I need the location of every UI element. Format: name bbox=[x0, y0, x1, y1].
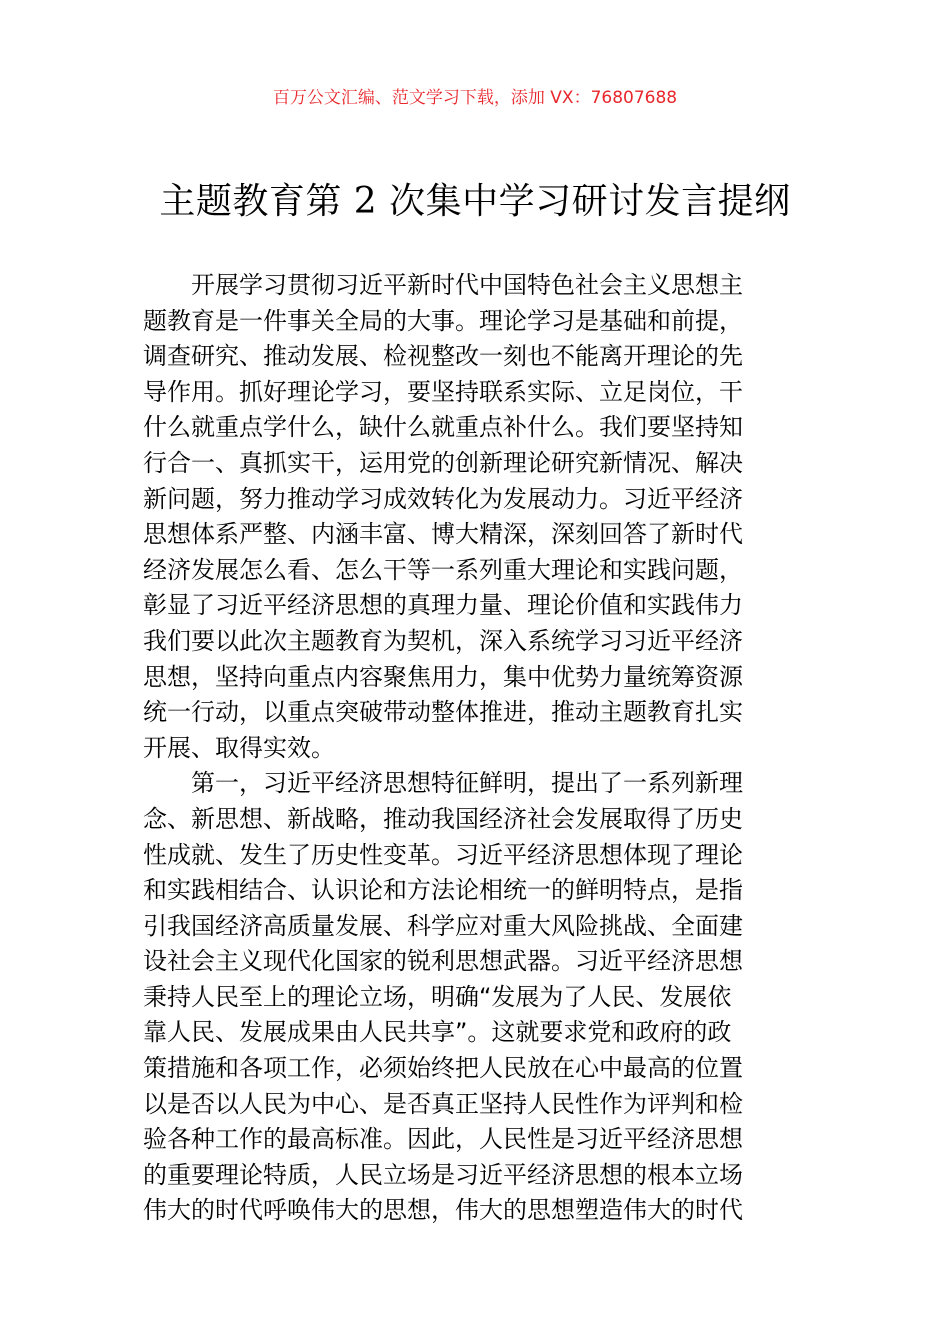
body-line: 开展、取得实效。 bbox=[143, 733, 335, 762]
body-line: 调查研究、推动发展、检视整改一刻也不能离开理论的先 bbox=[143, 342, 743, 371]
body-line: 的重要理论特质，人民立场是习近平经济思想的根本立场 bbox=[143, 1160, 743, 1189]
body-line: 验各种工作的最高标准。因此，人民性是习近平经济思想 bbox=[143, 1125, 743, 1154]
body-line: 导作用。抓好理论学习，要坚持联系实际、立足岗位，干 bbox=[143, 377, 743, 406]
document-body bbox=[143, 268, 807, 1229]
body-line: 第一，习近平经济思想特征鲜明，提出了一系列新理 bbox=[143, 769, 743, 798]
body-line: 引我国经济高质量发展、科学应对重大风险挑战、全面建 bbox=[143, 911, 743, 940]
body-line: 经济发展怎么看、怎么干等一系列重大理论和实践问题， bbox=[143, 555, 743, 584]
body-line: 策措施和各项工作，必须始终把人民放在心中最高的位置 bbox=[143, 1054, 743, 1083]
body-line: 什么就重点学什么，缺什么就重点补什么。我们要坚持知 bbox=[143, 413, 743, 442]
body-line: 我们要以此次主题教育为契机，深入系统学习习近平经济 bbox=[143, 626, 743, 655]
body-line: 开展学习贯彻习近平新时代中国特色社会主义思想主 bbox=[143, 271, 743, 299]
body-line: 靠人民、发展成果由人民共享”。这就要求党和政府的政 bbox=[143, 1018, 732, 1047]
body-line: 统一行动，以重点突破带动整体推进，推动主题教育扎实 bbox=[143, 698, 743, 727]
body-line: 秉持人民至上的理论立场，明确“发展为了人民、发展依 bbox=[143, 982, 732, 1011]
body-line: 设社会主义现代化国家的锐利思想武器。习近平经济思想 bbox=[143, 947, 743, 976]
header-note: 百万公文汇编、范文学习下载，添加 VX：76807688 bbox=[272, 88, 678, 108]
body-line: 思想体系严整、内涵丰富、博大精深，深刻回答了新时代 bbox=[143, 520, 743, 549]
body-line: 行合一、真抓实干，运用党的创新理论研究新情况、解决 bbox=[143, 448, 743, 477]
body-line: 念、新思想、新战略，推动我国经济社会发展取得了历史 bbox=[143, 804, 743, 833]
body-line: 思想，坚持向重点内容聚焦用力，集中优势力量统筹资源 bbox=[143, 662, 743, 691]
body-line: 伟大的时代呼唤伟大的思想，伟大的思想塑造伟大的时代 bbox=[143, 1196, 743, 1225]
body-line: 性成就、发生了历史性变革。习近平经济思想体现了理论 bbox=[143, 840, 743, 869]
document-title: 主题教育第 2 次集中学习研讨发言提纲 bbox=[159, 181, 791, 222]
body-line: 题教育是一件事关全局的大事。理论学习是基础和前提， bbox=[143, 306, 743, 335]
body-line: 以是否以人民为中心、是否真正坚持人民性作为评判和检 bbox=[143, 1089, 743, 1118]
body-line: 新问题，努力推动学习成效转化为发展动力。习近平经济 bbox=[143, 484, 743, 513]
body-line: 彰显了习近平经济思想的真理力量、理论价值和实践伟力 bbox=[143, 591, 743, 620]
body-line: 和实践相结合、认识论和方法论相统一的鲜明特点，是指 bbox=[143, 876, 743, 905]
